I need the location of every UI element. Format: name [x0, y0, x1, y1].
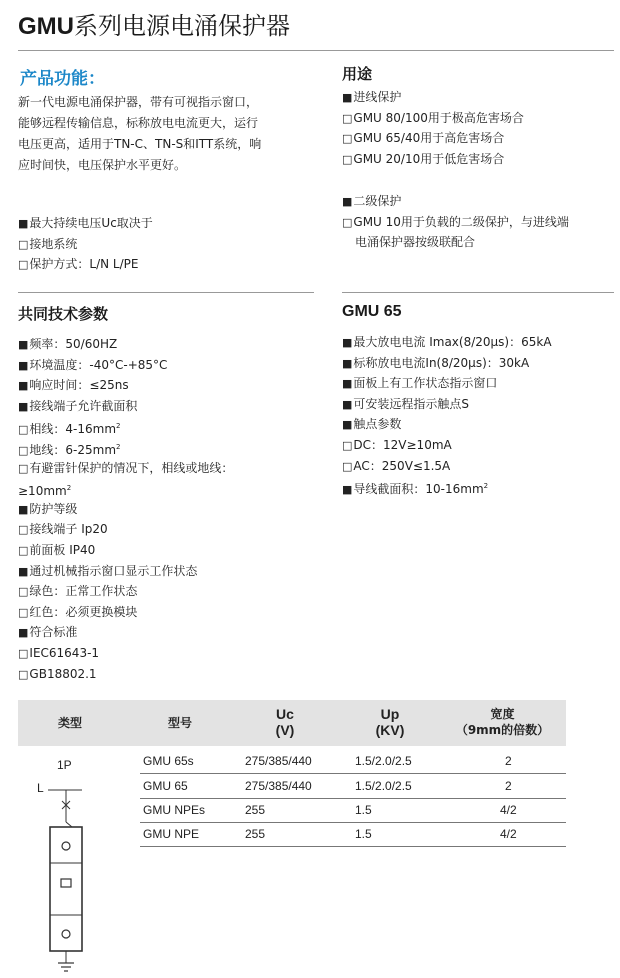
list-item [18, 375, 233, 396]
bullet-icon: ■ [342, 418, 353, 432]
list-item-text: 最大放电电流 Imax(8/20μs)：65kA [353, 335, 552, 349]
checkbox-icon: □ [18, 585, 29, 599]
gmu65-list [342, 332, 552, 497]
list-item-text: GMU 80/100用于极高危害场合 [353, 110, 524, 125]
col-up-header [360, 706, 420, 738]
list-item-text: 面板上有工作状态指示窗口 [353, 376, 498, 391]
list-item-text: ≥10mm [18, 484, 67, 499]
cell-uc: 275/385/440 [245, 754, 312, 768]
bullet-icon: ■ [342, 377, 353, 391]
checkbox-icon: □ [342, 438, 353, 452]
cell-model: GMU NPE [143, 827, 200, 841]
common-heading: 共同技术参数 [18, 305, 109, 323]
features-heading: 产品功能： [20, 69, 105, 89]
bullet-icon: ■ [18, 338, 29, 351]
usage-list-secondary [342, 191, 569, 253]
checkbox-icon: □ [342, 215, 353, 229]
list-item-text: 保护方式：L/N L/PE [29, 257, 139, 272]
list-item [342, 191, 569, 212]
list-item-text: GB18802.1 [29, 666, 97, 681]
checkbox-icon: □ [342, 152, 353, 166]
title-rule [18, 50, 614, 51]
list-item [342, 232, 569, 253]
list-item [342, 476, 552, 497]
row-divider [140, 846, 566, 847]
list-item-text: GMU 10用于负载的二级保护，与进线端 [353, 214, 569, 229]
list-item [342, 332, 552, 353]
list-item-text: IEC61643-1 [29, 645, 100, 660]
bullet-icon: ■ [18, 564, 29, 578]
page-title [18, 6, 290, 41]
cell-up: 1.5 [355, 803, 372, 817]
list-item-text: 导线截面积：10-16mm [353, 482, 484, 497]
bullet-icon: ■ [342, 91, 353, 104]
list-item [18, 540, 233, 561]
list-item [18, 213, 153, 234]
col-width-header [440, 706, 565, 738]
bullet-icon: ■ [342, 336, 353, 349]
section-rule [18, 292, 314, 293]
list-item [18, 355, 233, 376]
list-item [18, 254, 153, 275]
cell-width: 2 [505, 779, 512, 793]
features-line: 应时间快，电压保护水平更好。 [18, 158, 187, 172]
bullet-icon: ■ [342, 483, 353, 497]
list-item [342, 414, 552, 435]
checkbox-icon: □ [342, 132, 353, 146]
list-item-text: 接线端子 Ip20 [29, 522, 108, 537]
bullet-icon: ■ [18, 217, 29, 230]
list-item-text: 红色：必须更换模块 [29, 604, 138, 619]
list-item [18, 519, 233, 540]
list-item-text: 最大持续电压Uc取决于 [29, 216, 153, 230]
col-uc-unit: (V) [275, 722, 295, 738]
features-line: 新一代电源电涌保护器，带有可视指示窗口， [18, 95, 259, 109]
checkbox-icon: □ [18, 258, 29, 272]
list-item-text: 绿色：正常工作状态 [29, 584, 138, 599]
list-item [342, 394, 552, 415]
list-item [342, 128, 524, 149]
title-rest: 系列电源电涌保护器 [74, 12, 290, 40]
features-list [18, 213, 153, 275]
checkbox-icon: □ [342, 111, 353, 125]
list-item [342, 149, 524, 170]
list-item-text: 标称放电电流In(8/20μs)：30kA [353, 355, 530, 370]
cell-uc: 275/385/440 [245, 779, 312, 793]
list-item [18, 602, 233, 623]
col-width-name: 宽度 [490, 707, 515, 721]
list-item-text: 地线：6-25mm [29, 442, 117, 457]
bullet-icon: ■ [18, 626, 29, 640]
list-item-text: 通过机械指示窗口显示工作状态 [29, 563, 198, 578]
list-item [18, 458, 233, 479]
cell-model: GMU NPEs [143, 803, 206, 817]
list-item [18, 437, 233, 458]
common-list [18, 334, 233, 684]
bullet-icon: ■ [342, 356, 353, 370]
cell-width: 4/2 [500, 803, 517, 817]
checkbox-icon: □ [18, 237, 29, 251]
checkbox-icon: □ [18, 423, 29, 437]
list-item-text: 接地系统 [29, 236, 78, 251]
cell-up: 1.5/2.0/2.5 [355, 779, 412, 793]
list-item-text: GMU 65/40用于高危害场合 [353, 131, 505, 146]
features-description [18, 92, 261, 176]
cell-up: 1.5 [355, 827, 372, 841]
checkbox-icon: □ [18, 605, 29, 619]
list-item [342, 87, 524, 108]
list-item [342, 108, 524, 129]
list-item [18, 478, 233, 499]
bullet-icon: ■ [342, 195, 353, 208]
checkbox-icon: □ [342, 459, 353, 473]
checkbox-icon: □ [18, 543, 29, 557]
list-item-text: 接线端子允许截面积 [29, 398, 138, 413]
list-item-text: 响应时间：≤25ns [29, 378, 129, 393]
list-item [18, 416, 233, 437]
bullet-icon: ■ [18, 379, 29, 393]
row-divider [140, 798, 566, 799]
list-item [342, 353, 552, 374]
superscript: 2 [483, 482, 489, 491]
pole-label: 1P [57, 758, 72, 772]
list-item-text: 防护等级 [29, 501, 78, 516]
superscript: 2 [116, 422, 121, 431]
checkbox-icon: □ [18, 461, 29, 475]
list-item-text: 符合标准 [29, 625, 78, 640]
line-label: L [37, 781, 44, 795]
list-item-text: 触点参数 [353, 417, 402, 432]
list-item [342, 456, 552, 477]
checkbox-icon: □ [18, 523, 29, 537]
cell-uc: 255 [245, 803, 266, 817]
cell-width: 4/2 [500, 827, 517, 841]
list-item-text: 进线保护 [353, 90, 402, 104]
list-item [18, 396, 233, 417]
col-up-unit: (KV) [375, 722, 405, 738]
list-item [18, 561, 233, 582]
superscript: 2 [116, 442, 121, 451]
list-item [18, 499, 233, 520]
list-item [342, 212, 569, 233]
checkbox-icon: □ [18, 443, 29, 457]
cell-width: 2 [505, 754, 512, 768]
usage-list [342, 87, 524, 169]
list-item [18, 581, 233, 602]
col-up-name: Up [380, 706, 400, 722]
title-brand: GMU [18, 13, 74, 40]
row-divider [140, 822, 566, 823]
list-item-text: 可安装远程指示触点S [353, 396, 470, 411]
list-item [18, 622, 233, 643]
row-divider [140, 773, 566, 774]
cell-model: GMU 65s [143, 754, 194, 768]
cell-uc: 255 [245, 827, 266, 841]
checkbox-icon: □ [18, 667, 29, 681]
list-item [342, 373, 552, 394]
list-item-text: 相线：4-16mm [29, 422, 117, 437]
col-width-unit: （9mm的倍数） [455, 723, 550, 737]
usage-heading: 用途 [342, 65, 373, 83]
col-model-header: 型号 [167, 716, 192, 730]
list-item-text: AC：250V≤1.5A [353, 458, 451, 473]
gmu65-heading: GMU 65 [342, 303, 402, 320]
section-rule [342, 292, 614, 293]
list-item-text: GMU 20/10用于低危害场合 [353, 151, 505, 166]
checkbox-icon: □ [18, 646, 29, 660]
col-uc-header [255, 706, 315, 738]
list-item-text: 前面板 IP40 [29, 542, 96, 557]
col-uc-name: Uc [276, 706, 294, 722]
bullet-icon: ■ [18, 358, 29, 372]
list-item-text: DC：12V≥10mA [353, 437, 452, 452]
list-item [18, 664, 233, 685]
list-item [342, 435, 552, 456]
list-item-text: 二级保护 [353, 194, 402, 208]
col-type-header: 类型 [57, 716, 82, 730]
features-line: 电压更高，适用于TN-C、TN-S和ITT系统，响 [18, 137, 262, 151]
spd-wiring-diagram-icon [20, 770, 130, 975]
superscript: 2 [66, 484, 72, 493]
bullet-icon: ■ [18, 399, 29, 413]
list-item-text: 环境温度：-40°C-+85°C [29, 357, 168, 372]
bullet-icon: ■ [342, 397, 353, 411]
list-item [18, 643, 233, 664]
features-line: 能够远程传输信息，标称放电电流更大，运行 [18, 116, 259, 130]
list-item-text: 频率：50/60HZ [29, 337, 118, 351]
cell-model: GMU 65 [143, 779, 188, 793]
list-item-text: 电涌保护器按级联配合 [355, 235, 476, 250]
cell-up: 1.5/2.0/2.5 [355, 754, 412, 768]
bullet-icon: ■ [18, 502, 29, 516]
list-item-text: 有避雷针保护的情况下，相线或地线： [29, 460, 234, 475]
list-item [18, 234, 153, 255]
list-item [18, 334, 233, 355]
